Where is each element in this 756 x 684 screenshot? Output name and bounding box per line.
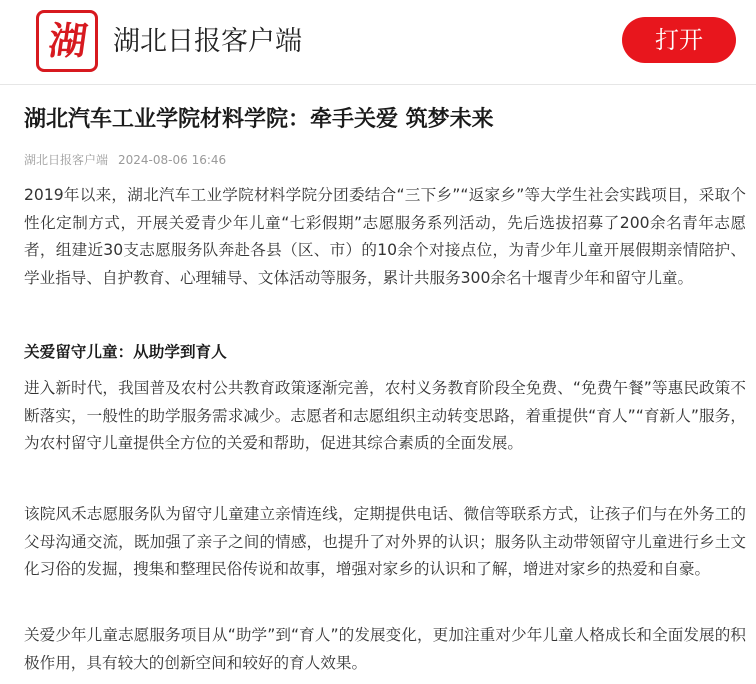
article-paragraph: 进入新时代，我国普及农村公共教育政策逐渐完善，农村义务教育阶段全免费、“免费午餐”等惠民政策不断落实，一般性的助学服务需求减少。志愿者和志愿组织主动转变思路，着重提供“育人”“育新人”服务，为农村留守儿童提供全方位的关爱和帮助，促进其综合素质的全面发展。 — [24, 379, 746, 452]
article-paragraph: 该院风禾志愿服务队为留守儿童建立亲情连线，定期提供电话、微信等联系方式，让孩子们与在外务工的父母沟通交流，既加强了亲子之间的情感，也提升了对外界的认识；服务队主动带领留守儿童进行乡土文化习俗的发掘，搜集和整理民俗传说和故事，增强对家乡的认识和了解，增进对家乡的热爱和自豪。 — [24, 505, 746, 578]
article-paragraph: 2019年以来，湖北汽车工业学院材料学院分团委结合“三下乡”“返家乡”等大学生社会实践项目，采取个性化定制方式，开展关爱青少年儿童“七彩假期”志愿服务系列活动，先后选拔招募了200余名青年志愿者，组建近30支志愿服务队奔赴各县（区、市）的10余个对接点位，为青少年儿童开展假期亲情陪护、学业指导、自护教育、心理辅导、文体活动等服务，累计共服务300余名十堰青少年和留守儿童。 — [24, 186, 746, 287]
article-body — [0, 85, 756, 684]
logo-glyph: 湖 — [45, 19, 89, 63]
open-app-button[interactable]: 打开 — [622, 17, 736, 63]
article-date: 2024-08-06 16:46 — [118, 153, 227, 167]
article-paragraph: 关爱少年儿童志愿服务项目从“助学”到“育人”的发展变化，更加注重对少年儿童人格成长和全面发展的积极作用，具有较大的创新空间和较好的育人效果。 — [24, 626, 746, 672]
article-meta — [24, 151, 226, 169]
app-logo-icon — [36, 10, 98, 72]
app-download-banner — [0, 0, 756, 85]
article-source: 湖北日报客户端 — [24, 153, 109, 167]
article-title: 湖北汽车工业学院材料学院：牵手关爱 筑梦未来 — [24, 107, 494, 132]
article-subheading: 关爱留守儿童：从助学到育人 — [24, 343, 227, 361]
app-name: 湖北日报客户端 — [113, 26, 302, 57]
